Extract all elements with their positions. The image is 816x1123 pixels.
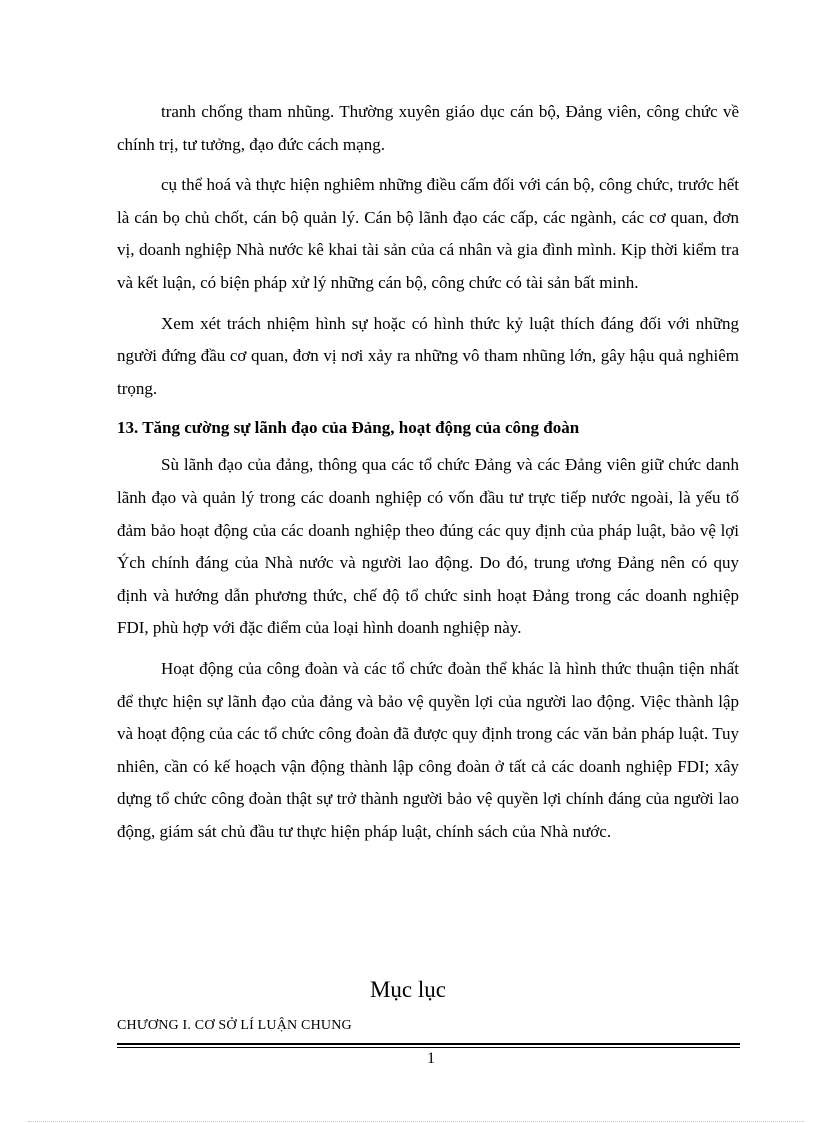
toc-entry: CHƯƠNG I. CƠ SỞ LÍ LUẬN CHUNG [117, 1018, 352, 1033]
paragraph: tranh chống tham nhũng. Thường xuyên giáo dục cán bộ, Đảng viên, công chức về chính trị, tư tưởng, đạo đức cách mạng. [117, 102, 739, 154]
body-text [117, 96, 739, 856]
page-number: 1 [427, 1050, 435, 1067]
footer-divider [117, 1043, 740, 1048]
paragraph: Xem xét trách nhiệm hình sự hoặc có hình thức kỷ luật thích đáng đối với những người đứng đầu cơ quan, đơn vị nơi xảy ra những vô tham nhũng lớn, gây hậu quả nghiêm trọng. [117, 313, 739, 398]
section-heading: 13. Tăng cường sự lãnh đạo của Đảng, hoạt động của công đoàn [117, 418, 580, 438]
paragraph: Hoạt động của công đoàn và các tổ chức đoàn thể khác là hình thức thuận tiện nhất để thực hiện sự lãnh đạo của đảng và bảo vệ quyền lợi của người lao động. Việc thành lập và hoạt động của các tổ chức công đoàn đã được quy định trong các văn bản pháp luật. Tuy nhiên, cần có kế hoạch vận động thành lập công đoàn ở tất cả các doanh nghiệp FDI; xây dựng tổ chức công đoàn thật sự trở thành người bảo vệ quyền lợi chính đáng của người lao động, giám sát chủ đầu tư thực hiện pháp luật, chính sách của Nhà nước. [117, 658, 739, 841]
paragraph: Sù lãnh đạo của đảng, thông qua các tổ chức Đảng và các Đảng viên giữ chức danh lãnh đạo và quản lý trong các doanh nghiệp có vốn đầu tư trực tiếp nước ngoài, là yếu tố đảm bảo hoạt động của các doanh nghiệp theo đúng các quy định của pháp luật, bảo vệ lợi Ých chính đáng của Nhà nước và người lao động. Do đó, trung ương Đảng nên có quy định và hướng dẫn phương thức, chế độ tổ chức sinh hoạt Đảng trong các doanh nghiệp FDI, phù hợp với đặc điểm của loại hình doanh nghiệp này. [117, 455, 739, 638]
paragraph: cụ thể hoá và thực hiện nghiêm những điều cấm đối với cán bộ, công chức, trước hết là cán bọ chủ chốt, cán bộ quản lý. Cán bộ lãnh đạo các cấp, các ngành, các cơ quan, đơn vị, doanh nghiệp Nhà nước kê khai tài sản của cá nhân và gia đình mình. Kịp thời kiểm tra và kết luận, có biện pháp xử lý những cán bộ, công chức có tài sản bất minh. [117, 175, 739, 292]
toc-title: Mục lục [369, 977, 446, 1002]
page-edge-divider [28, 1121, 804, 1122]
